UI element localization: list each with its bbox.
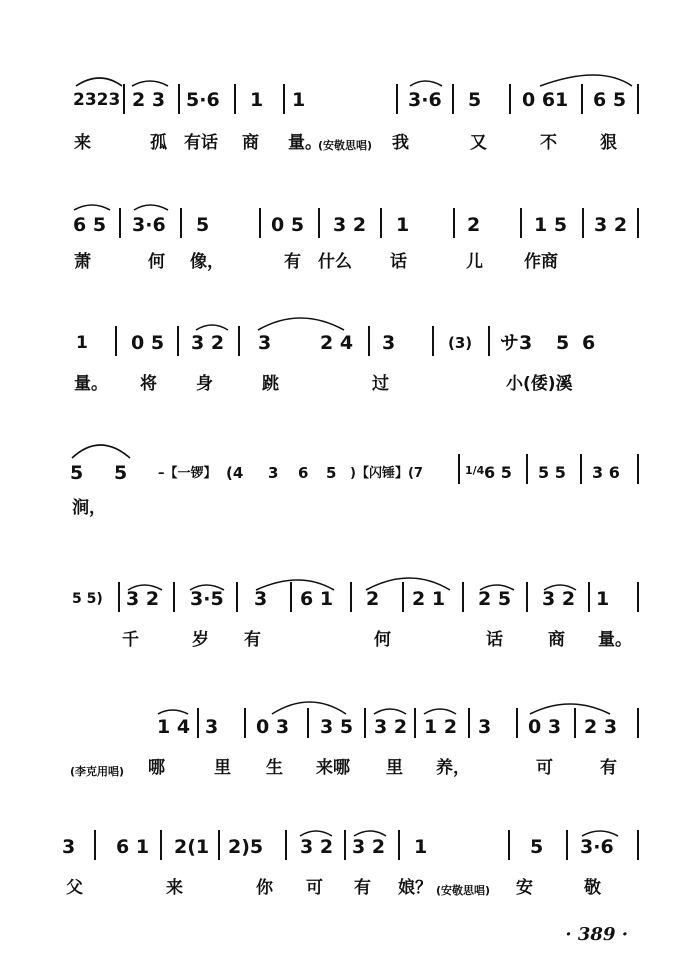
slur xyxy=(74,205,110,210)
slur xyxy=(72,445,130,458)
slur xyxy=(258,318,344,330)
singer-cue: (安敬思唱) xyxy=(436,884,491,897)
lyric: 过 xyxy=(372,374,389,394)
lyric: 何 xyxy=(148,252,165,272)
lyric: 话 xyxy=(486,630,503,650)
lyric: 小(倭)溪 xyxy=(506,374,573,394)
note-group: 3 2 xyxy=(191,332,225,354)
note-group: 0 5 xyxy=(271,214,305,236)
lyric: 身 xyxy=(196,374,213,394)
barline xyxy=(516,708,518,738)
barline xyxy=(588,582,590,612)
lyric: 狠 xyxy=(600,133,617,153)
lyric: 萧 xyxy=(74,252,91,272)
gong-mark: –【一锣】 xyxy=(158,466,217,481)
barline xyxy=(414,708,416,738)
lyric: 跳 xyxy=(262,374,279,394)
barline xyxy=(566,830,568,860)
barline xyxy=(173,582,175,612)
note-group: 3 2 xyxy=(126,588,160,610)
free-tempo-mark: サ3 xyxy=(500,332,533,354)
note-group: 5 xyxy=(196,214,210,236)
lyric: 里 xyxy=(214,758,231,778)
note-group: 3 2 xyxy=(352,836,386,858)
note-group: 3·5 xyxy=(190,588,224,610)
lyric: 涧， xyxy=(72,498,106,518)
barline xyxy=(350,582,352,612)
lyric: 有 xyxy=(354,878,371,898)
note-group: 2 1 xyxy=(412,588,446,610)
note-group: (4 xyxy=(226,464,244,482)
lyric: 可 xyxy=(306,878,323,898)
note-group: 3 2 xyxy=(300,836,334,858)
note-group: 1 4 xyxy=(157,716,191,738)
note-group: (3) xyxy=(448,334,473,352)
barline xyxy=(118,582,120,612)
barline xyxy=(180,208,182,238)
barline xyxy=(283,84,285,114)
barline xyxy=(238,326,240,356)
note-group: 2)5 xyxy=(228,836,264,858)
page-number: · 389 · xyxy=(565,924,628,945)
barline xyxy=(637,830,639,860)
note-group: 1 xyxy=(76,333,88,353)
lyric: 商 xyxy=(548,630,565,650)
lyric: 我 xyxy=(392,133,409,153)
note-group: 3 2 xyxy=(333,214,367,236)
lyric: 里 xyxy=(386,758,403,778)
lyric: 量。 xyxy=(598,630,632,650)
barline xyxy=(398,830,400,860)
note-group: 6 xyxy=(582,332,596,354)
barline xyxy=(290,582,292,612)
barline xyxy=(402,582,404,612)
lyric: 岁 xyxy=(192,630,209,650)
note-group: 5 xyxy=(114,462,128,484)
barline xyxy=(453,208,455,238)
note-group: 3 2 xyxy=(374,716,408,738)
barline xyxy=(380,208,382,238)
note-group: 1 xyxy=(396,214,410,236)
lyric: 有 xyxy=(284,252,301,272)
barline xyxy=(160,830,162,860)
barline xyxy=(526,454,528,484)
barline xyxy=(462,582,464,612)
barline xyxy=(218,830,220,860)
note-group: 5 xyxy=(326,464,337,482)
note-group: 2 3 xyxy=(584,716,618,738)
lyric: 娘？ xyxy=(398,878,432,898)
lyric: 来哪 xyxy=(316,758,350,778)
lyric: 量。 xyxy=(74,374,108,394)
lyric: 什么 xyxy=(318,252,352,272)
note-group: 2 xyxy=(366,588,380,610)
barline xyxy=(637,708,639,738)
note-group: 3·6 xyxy=(408,89,442,111)
note-group: 6 1 xyxy=(300,588,334,610)
note-group: 3·6 xyxy=(580,836,614,858)
barline xyxy=(432,326,434,356)
note-group: 3·6 xyxy=(132,214,166,236)
note-group: 2(1 xyxy=(174,836,210,858)
barline xyxy=(344,830,346,860)
lyric: 敬 xyxy=(584,878,601,898)
note-group: 5 xyxy=(556,332,570,354)
note-group: 2 5 xyxy=(478,588,512,610)
lyric: 量。 xyxy=(288,133,322,153)
barline xyxy=(520,208,522,238)
note-group: 3 xyxy=(62,836,76,858)
lyric: 有话 xyxy=(184,133,218,153)
barline xyxy=(488,326,490,356)
barline xyxy=(582,208,584,238)
barline xyxy=(637,454,639,484)
barline xyxy=(259,208,261,238)
note-group: 5·6 xyxy=(186,89,220,111)
barline xyxy=(574,708,576,738)
note-group: 0 5 xyxy=(131,332,165,354)
lyric: 安 xyxy=(516,878,533,898)
barline xyxy=(364,708,366,738)
note-group: 6 5 xyxy=(73,214,107,236)
lyric: 来 xyxy=(74,133,91,153)
lyric: 将 xyxy=(140,374,157,394)
note-group: 6 5 xyxy=(484,463,512,482)
lyric: 来 xyxy=(166,878,183,898)
note-group: 5 5) xyxy=(72,591,103,607)
note-group: 1 5 xyxy=(534,214,568,236)
lyric: 你 xyxy=(256,878,273,898)
barline xyxy=(94,830,96,860)
lyric: 父 xyxy=(66,878,83,898)
note-group: 2 xyxy=(467,214,481,236)
note-group: 6 1 xyxy=(116,836,150,858)
lyric: 有 xyxy=(600,758,617,778)
lyric: 商 xyxy=(242,133,259,153)
note-group: 1 xyxy=(292,89,306,111)
barline xyxy=(452,84,454,114)
barline xyxy=(178,84,180,114)
note-group: 3 xyxy=(258,332,272,354)
lyric: 哪 xyxy=(148,758,165,778)
barline xyxy=(236,582,238,612)
barline xyxy=(637,208,639,238)
lyric: 又 xyxy=(470,133,487,153)
barline xyxy=(509,84,511,114)
slur xyxy=(424,709,456,714)
note-group: 1 xyxy=(250,89,264,111)
slur xyxy=(410,81,442,86)
barline xyxy=(197,708,199,738)
note-group: 3 xyxy=(268,464,279,482)
lyric: 儿 xyxy=(466,252,483,272)
barline xyxy=(396,84,398,114)
note-group: 3 6 xyxy=(592,463,620,482)
barline xyxy=(307,708,309,738)
barline xyxy=(177,326,179,356)
note-group: 3 2 xyxy=(542,588,576,610)
note-group: 2323 xyxy=(73,90,121,110)
singer-cue: (李克用唱) xyxy=(70,765,125,778)
barline xyxy=(119,208,121,238)
barline xyxy=(637,582,639,612)
note-group: 3 5 xyxy=(320,716,354,738)
barline xyxy=(115,326,117,356)
barline xyxy=(637,84,639,114)
lyric: 千 xyxy=(122,630,139,650)
slur xyxy=(158,710,188,714)
lyric: 有 xyxy=(244,630,261,650)
barline xyxy=(580,454,582,484)
lyric: 孤 xyxy=(150,133,167,153)
note-group: 5 xyxy=(530,836,544,858)
lyric: 话 xyxy=(390,252,407,272)
note-group: 3 xyxy=(205,716,219,738)
lyric: 作商 xyxy=(524,252,558,272)
singer-cue: (安敬思唱) xyxy=(318,139,373,152)
note-group: 0 3 xyxy=(528,716,562,738)
barline xyxy=(123,84,125,114)
note-group: 6 xyxy=(298,464,309,482)
lyric: 生 xyxy=(266,758,283,778)
note-group: 1 xyxy=(596,588,610,610)
time-signature: 1/4 xyxy=(465,464,485,477)
note-group: 5 5 xyxy=(538,463,566,482)
note-group: 2 4 xyxy=(320,332,354,354)
barline xyxy=(318,208,320,238)
slur xyxy=(196,325,228,330)
note-group: 0 3 xyxy=(256,716,290,738)
note-group: 3 xyxy=(478,716,492,738)
note-group: 1 xyxy=(414,836,428,858)
barline xyxy=(581,84,583,114)
slur xyxy=(76,78,122,86)
lyric: 不 xyxy=(540,133,557,153)
lyric: 何 xyxy=(374,630,391,650)
barline xyxy=(468,708,470,738)
slur xyxy=(530,704,610,714)
slur xyxy=(134,205,168,210)
slur xyxy=(272,702,346,714)
note-group: 3 2 xyxy=(594,214,628,236)
barline xyxy=(458,454,460,484)
barline xyxy=(244,708,246,738)
note-group: 3 xyxy=(254,588,268,610)
note-group: 6 5 xyxy=(593,89,627,111)
flash-hammer-mark: )【闪锤】(7 xyxy=(350,466,423,481)
note-group: 2 3 xyxy=(132,89,166,111)
barline xyxy=(234,84,236,114)
note-group: 5 xyxy=(70,462,84,484)
slur xyxy=(132,81,168,86)
note-group: 1 2 xyxy=(424,716,458,738)
note-group: 5 xyxy=(468,89,482,111)
lyric: 养， xyxy=(436,758,470,778)
barline xyxy=(508,830,510,860)
lyric: 可 xyxy=(536,758,553,778)
barline xyxy=(368,326,370,356)
barline xyxy=(526,582,528,612)
barline xyxy=(285,830,287,860)
slur xyxy=(540,75,632,86)
slur xyxy=(374,709,406,714)
lyric: 像， xyxy=(190,252,224,272)
note-group: 3 xyxy=(382,332,396,354)
note-group: 0 61 xyxy=(522,89,569,111)
